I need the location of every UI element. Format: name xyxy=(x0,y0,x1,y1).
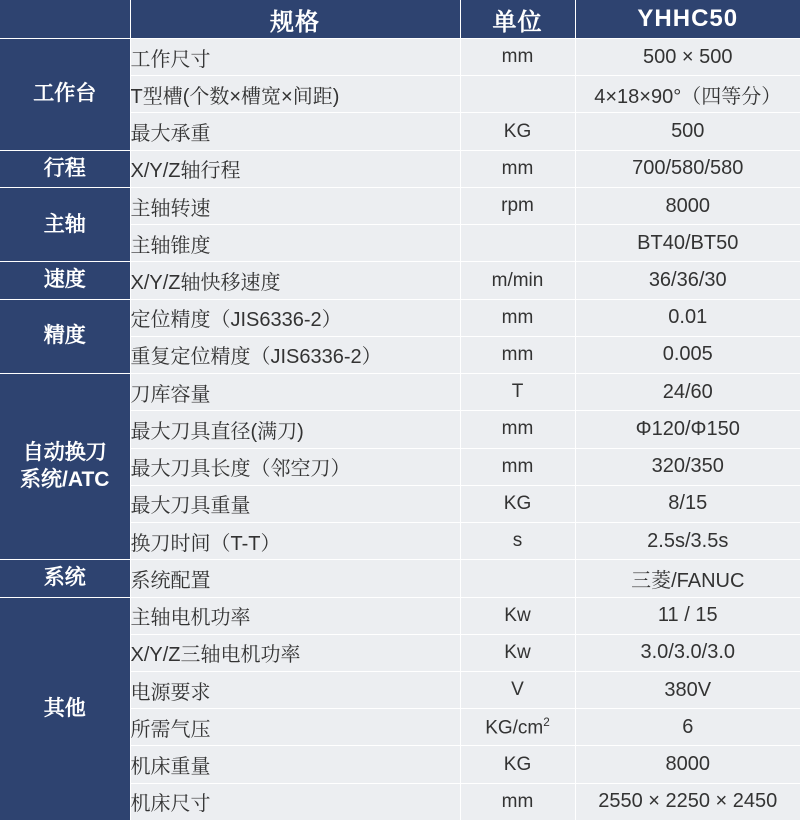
spec-unit: KG xyxy=(460,746,575,783)
spec-item-label: 主轴转速 xyxy=(130,187,460,224)
spec-unit: T xyxy=(460,374,575,411)
spec-item-label: 系统配置 xyxy=(130,560,460,597)
group-label: 精度 xyxy=(0,299,130,373)
spec-unit: mm xyxy=(460,336,575,373)
spec-unit: mm xyxy=(460,39,575,76)
spec-unit: KG xyxy=(460,113,575,150)
spec-value: 6 xyxy=(575,709,800,746)
table-row xyxy=(0,262,800,299)
spec-item-label: 所需气压 xyxy=(130,709,460,746)
spec-value: Φ120/Φ150 xyxy=(575,411,800,448)
spec-item-label: 定位精度（JIS6336-2） xyxy=(130,299,460,336)
spec-item-label: X/Y/Z轴快移速度 xyxy=(130,262,460,299)
spec-item-label: 最大刀具长度（邻空刀） xyxy=(130,448,460,485)
group-label: 主轴 xyxy=(0,187,130,261)
spec-item-label: 工作尺寸 xyxy=(130,39,460,76)
spec-value: 500 xyxy=(575,113,800,150)
spec-value: 3.0/3.0/3.0 xyxy=(575,634,800,671)
spec-value: 11 / 15 xyxy=(575,597,800,634)
spec-unit xyxy=(460,76,575,113)
group-label: 行程 xyxy=(0,150,130,187)
spec-item-label: 最大刀具直径(满刀) xyxy=(130,411,460,448)
table-row xyxy=(0,150,800,187)
spec-item-label: 机床重量 xyxy=(130,746,460,783)
header-unit: 单位 xyxy=(460,0,575,39)
spec-value: 2.5s/3.5s xyxy=(575,523,800,560)
spec-unit: Kw xyxy=(460,597,575,634)
spec-unit: rpm xyxy=(460,187,575,224)
spec-value: 4×18×90°（四等分） xyxy=(575,76,800,113)
table-row xyxy=(0,560,800,597)
spec-item-label: 电源要求 xyxy=(130,671,460,708)
spec-unit xyxy=(460,560,575,597)
spec-item-label: 机床尺寸 xyxy=(130,783,460,820)
spec-item-label: X/Y/Z轴行程 xyxy=(130,150,460,187)
spec-value: 380V xyxy=(575,671,800,708)
spec-unit: s xyxy=(460,523,575,560)
spec-value: 0.01 xyxy=(575,299,800,336)
group-label: 速度 xyxy=(0,262,130,299)
spec-unit: mm xyxy=(460,783,575,820)
spec-value: 700/580/580 xyxy=(575,150,800,187)
spec-value: 2550 × 2250 × 2450 xyxy=(575,783,800,820)
spec-unit: mm xyxy=(460,150,575,187)
spec-unit: mm xyxy=(460,448,575,485)
spec-unit: V xyxy=(460,671,575,708)
spec-value: 0.005 xyxy=(575,336,800,373)
spec-value: 24/60 xyxy=(575,374,800,411)
table-row xyxy=(0,597,800,634)
spec-value: 8000 xyxy=(575,746,800,783)
spec-unit: mm xyxy=(460,299,575,336)
spec-item-label: 刀库容量 xyxy=(130,374,460,411)
spec-item-label: 最大承重 xyxy=(130,113,460,150)
spec-unit-superscript: $KG/cm^2$ xyxy=(460,709,575,746)
header-spec: 规格 xyxy=(130,0,460,39)
spec-unit: Kw xyxy=(460,634,575,671)
table-row xyxy=(0,39,800,76)
spec-item-label: 主轴电机功率 xyxy=(130,597,460,634)
spec-item-label: 换刀时间（T-T） xyxy=(130,523,460,560)
table-row xyxy=(0,299,800,336)
table-row xyxy=(0,187,800,224)
group-label: 工作台 xyxy=(0,39,130,151)
spec-value: 36/36/30 xyxy=(575,262,800,299)
header-row xyxy=(0,0,800,39)
spec-unit: KG xyxy=(460,485,575,522)
spec-value: BT40/BT50 xyxy=(575,225,800,262)
spec-unit: mm xyxy=(460,411,575,448)
group-label: 其他 xyxy=(0,597,130,820)
spec-value: 三菱/FANUC xyxy=(575,560,800,597)
table-body xyxy=(0,39,800,820)
header-group-blank xyxy=(0,0,130,39)
spec-value: 8/15 xyxy=(575,485,800,522)
table-header xyxy=(0,0,800,39)
spec-item-label: 最大刀具重量 xyxy=(130,485,460,522)
spec-value: 320/350 xyxy=(575,448,800,485)
spec-value: 8000 xyxy=(575,187,800,224)
table-row xyxy=(0,374,800,411)
spec-item-label: T型槽(个数×槽宽×间距) xyxy=(130,76,460,113)
group-label: 自动换刀 系统/ATC xyxy=(0,374,130,560)
spec-unit: m/min xyxy=(460,262,575,299)
spec-item-label: 主轴锥度 xyxy=(130,225,460,262)
spec-unit xyxy=(460,225,575,262)
spec-item-label: X/Y/Z三轴电机功率 xyxy=(130,634,460,671)
header-model: YHHC50 xyxy=(575,0,800,39)
spec-value: 500 × 500 xyxy=(575,39,800,76)
spec-item-label: 重复定位精度（JIS6336-2） xyxy=(130,336,460,373)
group-label: 系统 xyxy=(0,560,130,597)
